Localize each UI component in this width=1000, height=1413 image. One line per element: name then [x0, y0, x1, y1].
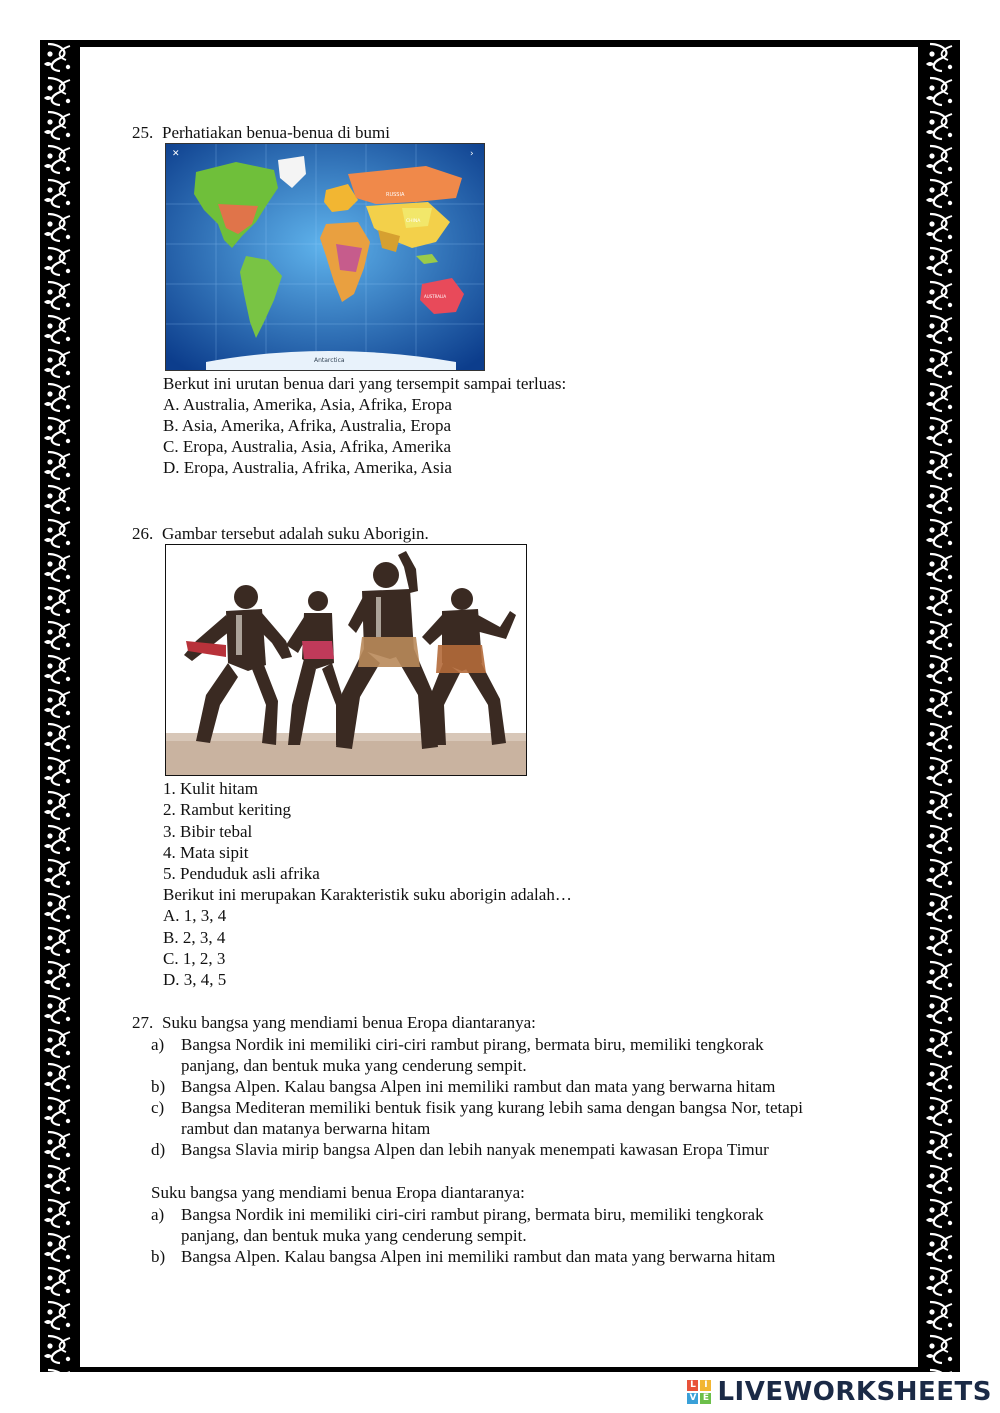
- question-number: 26.: [132, 524, 154, 543]
- q26-trait-4: 4. Mata sipit: [163, 843, 249, 862]
- worksheet-page: [80, 47, 918, 1367]
- aborigin-dancers: [166, 545, 526, 775]
- q26-trait-2: 2. Rambut keriting: [163, 800, 291, 819]
- q26-trait-1: 1. Kulit hitam: [163, 779, 258, 798]
- chevron-right-icon: ›: [470, 149, 474, 159]
- question-text: Suku bangsa yang mendiami benua Eropa diantaranya:: [162, 1013, 536, 1032]
- q27-item-b-line-1: Bangsa Alpen. Kalau bangsa Alpen ini memiliki rambut dan mata yang berwarna hitam: [181, 1077, 776, 1096]
- question-number: 27.: [132, 1013, 154, 1032]
- q27-repeat-a-line-2: panjang, dan bentuk muka yang cenderung sempit.: [181, 1226, 527, 1245]
- map-label-china: CHINA: [406, 219, 421, 224]
- q27-repeat-title: Suku bangsa yang mendiami benua Eropa diantaranya:: [151, 1183, 525, 1202]
- ornament-border-right: [922, 40, 960, 1372]
- q27-item-d-mark: d): [151, 1140, 166, 1159]
- map-label-antarctica: Antarctica: [314, 357, 345, 364]
- q27-repeat-a-line-1: Bangsa Nordik ini memiliki ciri-ciri rambut pirang, bermata biru, memiliki tengkorak: [181, 1205, 764, 1224]
- question-text: Gambar tersebut adalah suku Aborigin.: [162, 524, 429, 543]
- aborigin-dancers-photo: [165, 544, 527, 776]
- q25-option-b: B. Asia, Amerika, Afrika, Australia, Eropa: [163, 416, 451, 435]
- close-icon: ✕: [172, 149, 180, 159]
- q27-item-b-mark: b): [151, 1077, 166, 1096]
- q27-item-a-mark: a): [151, 1035, 165, 1054]
- q25-option-d: D. Eropa, Australia, Afrika, Amerika, Asia: [163, 458, 452, 477]
- logo-letter: V: [687, 1393, 698, 1404]
- q27-item-a-line-1: Bangsa Nordik ini memiliki ciri-ciri rambut pirang, bermata biru, memiliki tengkorak: [181, 1035, 764, 1054]
- logo-letter: E: [700, 1393, 711, 1404]
- map-label-australia: AUSTRALIA: [424, 294, 447, 299]
- ornament-border-left: [40, 40, 78, 1372]
- q26-option-c: C. 1, 2, 3: [163, 949, 226, 968]
- q26-option-b: B. 2, 3, 4: [163, 928, 226, 947]
- q25-option-c: C. Eropa, Australia, Asia, Afrika, Amerika: [163, 437, 451, 456]
- logo-grid-icon: [687, 1380, 711, 1404]
- q26-prompt: Berikut ini merupakan Karakteristik suku aborigin adalah…: [163, 885, 572, 904]
- question-number: 25.: [132, 123, 154, 142]
- question-text: Perhatiakan benua-benua di bumi: [162, 123, 391, 142]
- q27-item-c-line-2: rambut dan matanya berwarna hitam: [181, 1119, 431, 1138]
- map-label-russia: RUSSIA: [386, 192, 405, 198]
- q27-item-d-line-1: Bangsa Slavia mirip bangsa Alpen dan lebih nanyak menempati kawasan Eropa Timur: [181, 1140, 769, 1159]
- q26-trait-3: 3. Bibir tebal: [163, 822, 253, 841]
- q27-item-c-line-1: Bangsa Mediteran memiliki bentuk fisik yang kurang lebih sama dengan bangsa Nor, tetapi: [181, 1098, 804, 1117]
- q26-trait-5: 5. Penduduk asli afrika: [163, 864, 320, 883]
- logo-letter: I: [700, 1380, 711, 1391]
- world-map: [166, 144, 484, 370]
- logo-letter: L: [687, 1380, 698, 1391]
- q27-repeat-a-mark: a): [151, 1205, 165, 1224]
- q26-option-d: D. 3, 4, 5: [163, 970, 227, 989]
- q25-option-a: A. Australia, Amerika, Asia, Afrika, Eropa: [163, 395, 452, 414]
- brand-name: LIVEWORKSHEETS: [717, 1377, 992, 1407]
- q27-repeat-b-line-1: Bangsa Alpen. Kalau bangsa Alpen ini memiliki rambut dan mata yang berwarna hitam: [181, 1247, 776, 1266]
- q27-item-c-mark: c): [151, 1098, 165, 1117]
- q27-repeat-b-mark: b): [151, 1247, 166, 1266]
- q27-item-a-line-2: panjang, dan bentuk muka yang cenderung sempit.: [181, 1056, 527, 1075]
- q26-option-a: A. 1, 3, 4: [163, 906, 227, 925]
- liveworksheets-logo: [687, 1377, 992, 1407]
- world-map-image: [165, 143, 485, 371]
- q25-prompt: Berkut ini urutan benua dari yang tersempit sampai terluas:: [163, 374, 567, 393]
